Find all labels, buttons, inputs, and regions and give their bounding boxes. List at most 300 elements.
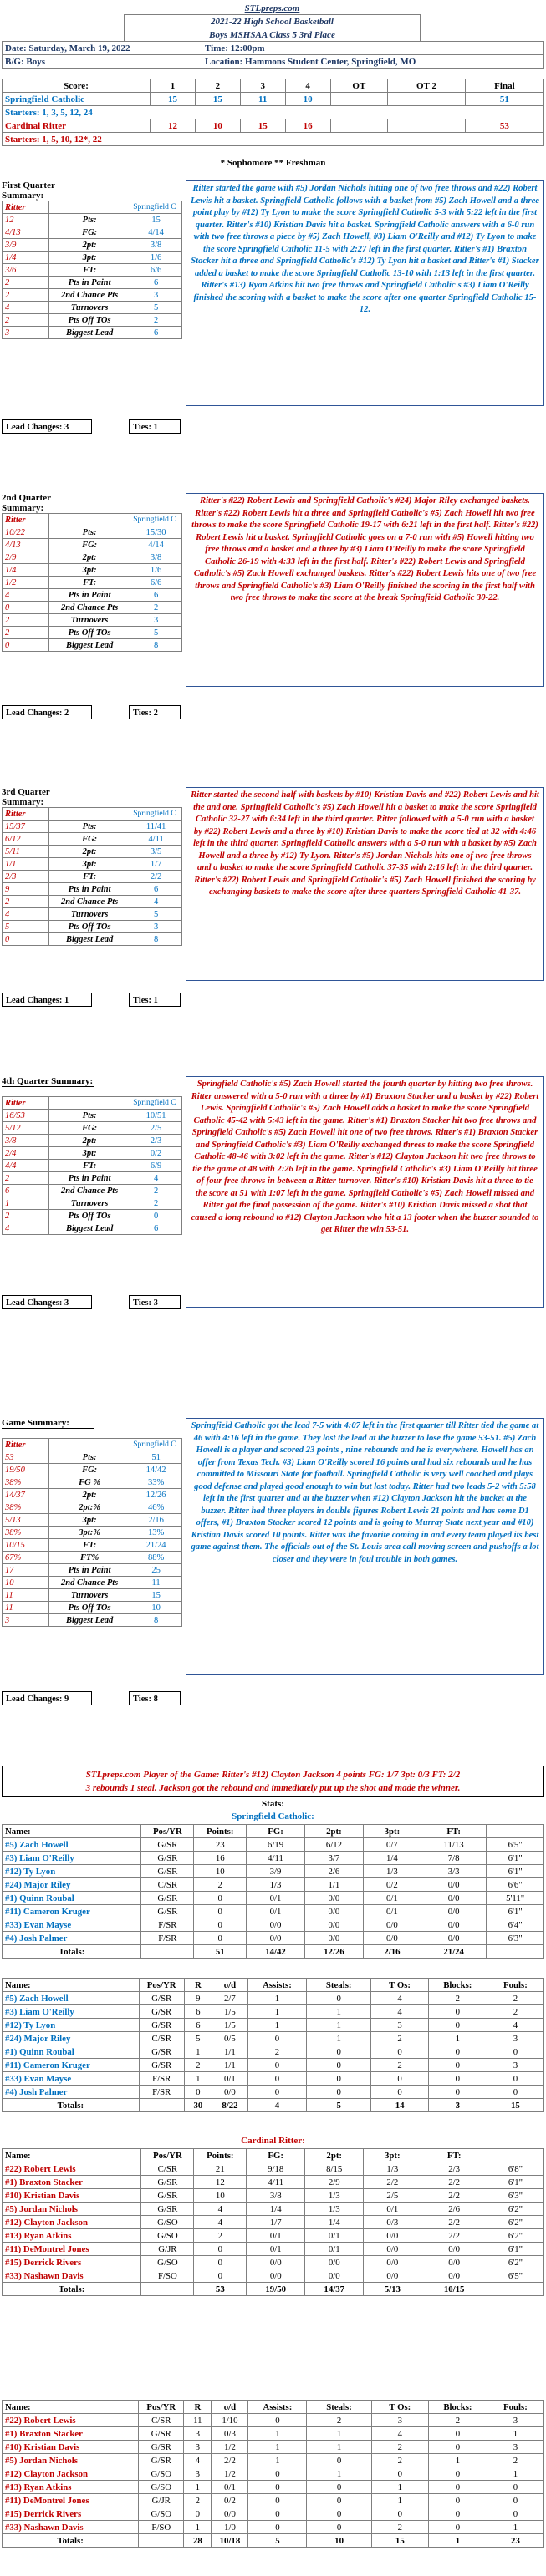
team-b-value: 11/41 bbox=[130, 821, 182, 833]
stat-cell: 3/8 bbox=[247, 2189, 305, 2203]
team-a-value: 0 bbox=[3, 639, 49, 652]
stat-label: Pts: bbox=[49, 821, 130, 833]
lead-changes: Lead Changes: 2 bbox=[2, 705, 92, 719]
stat-label: 2pt: bbox=[49, 551, 130, 564]
stat-cell: 2 bbox=[184, 2494, 212, 2507]
potg-line-1: STLpreps.com Player of the Game: Ritter's #12) Clayton Jackson 4 points FG: 1/7 3pt: 0/3 FT: 2/2 bbox=[85, 1770, 461, 1780]
team-b-value: 46% bbox=[130, 1501, 182, 1514]
column-header: 3pt: bbox=[364, 2149, 421, 2162]
stat-cell: 14 bbox=[371, 2099, 428, 2112]
stat-cell: 0 bbox=[307, 2045, 371, 2059]
stat-cell: 0 bbox=[428, 2086, 487, 2099]
team-a-value: 0 bbox=[3, 602, 49, 614]
stat-cell: 2/2 bbox=[421, 2229, 487, 2243]
stat-cell: G/SR bbox=[139, 2441, 184, 2454]
stat-cell: 6'5" bbox=[487, 1838, 544, 1852]
away-score-cell: 12 bbox=[151, 119, 196, 133]
stat-cell: 6'8" bbox=[487, 2162, 543, 2176]
ties: Ties: 3 bbox=[129, 1295, 181, 1309]
stat-cell: 0 bbox=[247, 2086, 306, 2099]
player-row bbox=[3, 2454, 544, 2467]
team-a-value: 2 bbox=[3, 277, 49, 289]
player-name: #33) Evan Mayse bbox=[3, 2072, 140, 2086]
stat-cell: 6 bbox=[184, 2005, 212, 2019]
stat-cell: 2/2 bbox=[212, 2454, 248, 2467]
stat-cell: 2 bbox=[428, 1992, 487, 2005]
team-a-value: 2 bbox=[3, 627, 49, 639]
player-row bbox=[3, 2203, 544, 2216]
stat-cell: 19/50 bbox=[247, 2283, 305, 2296]
stat-label: FT: bbox=[49, 1539, 130, 1552]
stat-cell: 0/0 bbox=[212, 2507, 248, 2521]
stat-cell: 0 bbox=[428, 2045, 487, 2059]
stat-cell: 0 bbox=[428, 2467, 487, 2481]
column-header: o/d bbox=[212, 2401, 248, 2414]
stat-cell: 6/12 bbox=[304, 1838, 363, 1852]
score-column-header: Score: bbox=[3, 79, 151, 93]
column-header: Blocks: bbox=[428, 2401, 487, 2414]
away-score-cell: 53 bbox=[465, 119, 543, 133]
team-a-value: 10/15 bbox=[3, 1539, 49, 1552]
team-b-value: 51 bbox=[130, 1451, 182, 1464]
player-of-the-game bbox=[2, 1766, 544, 1797]
stat-cell: 6'1" bbox=[487, 1905, 544, 1918]
team-a-value: 1 bbox=[3, 1197, 49, 1210]
summary-header-row bbox=[3, 808, 182, 821]
team-a-value: 19/50 bbox=[3, 1464, 49, 1476]
stat-cell: 6/19 bbox=[247, 1838, 305, 1852]
team-b-value: 13% bbox=[130, 1527, 182, 1539]
game-gender: B/G: Boys bbox=[3, 55, 202, 69]
team-a-value: 53 bbox=[3, 1451, 49, 1464]
stat-cell: G/SO bbox=[141, 2256, 194, 2269]
stat-cell: 0 bbox=[487, 2072, 543, 2086]
team-b-value: 5 bbox=[130, 302, 182, 314]
shooting-table bbox=[2, 1824, 544, 1959]
stat-cell: 0 bbox=[307, 2507, 371, 2521]
stat-cell: 2 bbox=[371, 2059, 428, 2072]
home-score-row bbox=[3, 93, 544, 106]
player-row bbox=[3, 2059, 544, 2072]
summary-stat-row bbox=[3, 933, 182, 946]
team-a-value: 1/4 bbox=[3, 564, 49, 577]
stat-cell: 0 bbox=[184, 2507, 212, 2521]
team-a-value: 2 bbox=[3, 314, 49, 327]
team-a-value: 1/4 bbox=[3, 252, 49, 264]
stat-cell: 21/24 bbox=[421, 1945, 486, 1959]
team-b-value: 33% bbox=[130, 1476, 182, 1489]
lead-changes: Lead Changes: 3 bbox=[2, 419, 92, 434]
stat-cell: 2 bbox=[487, 1992, 543, 2005]
player-name: #5) Zach Howell bbox=[3, 1838, 141, 1852]
stat-cell: 2 bbox=[371, 2032, 428, 2045]
stat-cell: 1/2 bbox=[212, 2467, 248, 2481]
column-header: Fouls: bbox=[487, 1979, 543, 1992]
stat-cell: 3 bbox=[487, 2059, 543, 2072]
team-b-value: 4/11 bbox=[130, 833, 182, 846]
column-header: Points: bbox=[194, 1825, 247, 1838]
stat-cell: 8/22 bbox=[212, 2099, 247, 2112]
team-b-value: 6/9 bbox=[130, 1160, 182, 1172]
stat-label-header bbox=[49, 1439, 130, 1451]
summary-stat-row bbox=[3, 252, 182, 264]
game-subtitle: Boys MSHSAA Class 5 3rd Place bbox=[125, 28, 421, 42]
stat-label: Pts Off TOs bbox=[49, 1210, 130, 1222]
class-legend: * Sophomore ** Freshman bbox=[220, 158, 326, 168]
column-header: R bbox=[184, 2401, 212, 2414]
team-b-value: 1/6 bbox=[130, 564, 182, 577]
stat-label-header bbox=[49, 808, 130, 821]
shooting-header-row bbox=[3, 2149, 544, 2162]
column-header: Pos/YR bbox=[141, 1825, 194, 1838]
stat-cell bbox=[487, 2283, 543, 2296]
stat-cell: 1/3 bbox=[247, 1878, 305, 1892]
shooting-table bbox=[2, 2148, 544, 2296]
player-name: #5) Zach Howell bbox=[3, 1992, 140, 2005]
team-b-value: 10 bbox=[130, 1602, 182, 1614]
team-b-value: 88% bbox=[130, 1552, 182, 1564]
stat-label: FG: bbox=[49, 226, 130, 239]
stat-label: Biggest Lead bbox=[49, 933, 130, 946]
stat-cell: 10/15 bbox=[421, 2283, 487, 2296]
team-b-value: 3/8 bbox=[130, 239, 182, 252]
stat-cell: 2 bbox=[487, 2005, 543, 2019]
player-name: #15) Derrick Rivers bbox=[3, 2507, 139, 2521]
summary-stat-row bbox=[3, 833, 182, 846]
stat-cell: 8/15 bbox=[305, 2162, 364, 2176]
home-starters: Starters: 1, 3, 5, 12, 24 bbox=[3, 106, 544, 119]
ritter-defense-stats bbox=[2, 2400, 544, 2548]
stat-cell: 0/0 bbox=[421, 2256, 487, 2269]
player-name: #24) Major Riley bbox=[3, 2032, 140, 2045]
column-header: 3pt: bbox=[363, 1825, 421, 1838]
stat-cell bbox=[139, 2099, 184, 2112]
ties: Ties: 8 bbox=[129, 1691, 181, 1705]
stat-cell: 1 bbox=[428, 2534, 487, 2548]
stat-cell: 0/0 bbox=[421, 1932, 486, 1945]
column-header: Name: bbox=[3, 2401, 139, 2414]
stat-cell: 2/7 bbox=[212, 1992, 247, 2005]
player-row bbox=[3, 2045, 544, 2059]
stats-label: Stats: bbox=[262, 1799, 284, 1809]
player-row bbox=[3, 2019, 544, 2032]
team-b-value: 3 bbox=[130, 289, 182, 302]
summary-stat-row bbox=[3, 1564, 182, 1577]
stat-cell: 3 bbox=[371, 2019, 428, 2032]
stat-cell: 3/7 bbox=[304, 1852, 363, 1865]
stat-cell: G/SR bbox=[139, 2045, 184, 2059]
defense-table bbox=[2, 1978, 544, 2112]
summary-stat-row bbox=[3, 1527, 182, 1539]
player-name: #11) DeMontrel Jones bbox=[3, 2243, 141, 2256]
stat-cell: 0 bbox=[248, 2414, 307, 2427]
stat-label: 3pt: bbox=[49, 252, 130, 264]
stat-cell: 3/9 bbox=[247, 1865, 305, 1878]
summary-stat-row bbox=[3, 1185, 182, 1197]
team-a-value: 4/13 bbox=[3, 539, 49, 551]
column-header: Pos/YR bbox=[139, 1979, 184, 1992]
team-b-value: 8 bbox=[130, 933, 182, 946]
second-quarter-summary bbox=[2, 493, 544, 722]
stat-cell: 51 bbox=[194, 1945, 247, 1959]
summary-stat-row bbox=[3, 821, 182, 833]
team-a-value: 2/4 bbox=[3, 1147, 49, 1160]
stat-cell: G/SR bbox=[141, 2189, 194, 2203]
summary-stat-row bbox=[3, 1614, 182, 1627]
column-header: T Os: bbox=[371, 2401, 428, 2414]
stat-label: FT: bbox=[49, 871, 130, 883]
team-a-value: 11 bbox=[3, 1589, 49, 1602]
player-name: #22) Robert Lewis bbox=[3, 2162, 141, 2176]
stat-cell: 0 bbox=[194, 2256, 247, 2269]
stat-cell: 6'3" bbox=[487, 2189, 543, 2203]
stat-cell: 1 bbox=[307, 2467, 371, 2481]
team-a-value: 3 bbox=[3, 1614, 49, 1627]
player-row bbox=[3, 2521, 544, 2534]
summary-narrative: Ritter started the game with #5) Jordan Nichols hitting one of two free throws and #22) Robert Lewis hit a basket. Springfield Catholic follows with a basket from #5) Zach Howell and a three point play by #12) Ty Lyon to make the score Springfield Catholic 5-3 with 5:22 left in the first quarter. Ritter's #10) Kristian Davis hit a basket. Springfield Catholic answers with a 6-0 run with two free throws a piece by #5) Zach Howell, #3) Liam O'Reilly and #12) Ty Lyon to make the score Springfield Catholic 11-5 with 2:27 left in the first quarter. Ritter's #1) Braxton Stacker hit a three and Springfield Catholic's #12) Ty Lyon hit a basket and Ritter's #1) Stacker added a basket to make the score Springfield Catholic 13-10 with 1:13 left in the first quarter. Ritter's #13) Ryan Atkins hit two free throws and Springfield Catholic's #3) Liam O'Reilly finished the scoring with a basket to make the score after one quarter Springfield Catholic 15-12. bbox=[186, 180, 544, 406]
team-b-value: 6 bbox=[130, 589, 182, 602]
stat-cell: 2 bbox=[194, 2229, 247, 2243]
stat-cell: 0 bbox=[428, 2507, 487, 2521]
stat-cell: 12 bbox=[194, 2176, 247, 2189]
potg-line-2: 3 rebounds 1 steal. Jackson got the rebound and immediately put up the shot and made the winner. bbox=[85, 1783, 461, 1793]
stat-cell: 0/0 bbox=[364, 2269, 421, 2283]
stat-cell: 15 bbox=[371, 2534, 428, 2548]
stat-cell: 0/1 bbox=[247, 1905, 305, 1918]
team-b-value: 2/5 bbox=[130, 1122, 182, 1135]
stat-cell: 0 bbox=[307, 2059, 371, 2072]
stat-cell: 0 bbox=[487, 2045, 543, 2059]
summary-stat-row bbox=[3, 551, 182, 564]
stat-cell: 1 bbox=[184, 2045, 212, 2059]
team-b-value: 15/30 bbox=[130, 526, 182, 539]
section-title: Game Summary: bbox=[2, 1418, 94, 1429]
stat-cell: 4 bbox=[247, 2099, 306, 2112]
totals-row bbox=[3, 2283, 544, 2296]
team-b-value: 2/3 bbox=[130, 1135, 182, 1147]
ritter-shooting-stats bbox=[2, 2148, 544, 2296]
stat-label: Pts in Paint bbox=[49, 277, 130, 289]
player-name: Totals: bbox=[3, 2534, 139, 2548]
stat-cell: 0 bbox=[194, 1918, 247, 1932]
summary-stat-row bbox=[3, 858, 182, 871]
team-b-value: 4 bbox=[130, 1172, 182, 1185]
summary-stat-row bbox=[3, 226, 182, 239]
stat-cell: 2/2 bbox=[421, 2176, 487, 2189]
stat-cell: 9/18 bbox=[247, 2162, 305, 2176]
stat-cell: F/SR bbox=[141, 1918, 194, 1932]
player-name: #1) Braxton Stacker bbox=[3, 2427, 139, 2441]
team-b-value: 11 bbox=[130, 1577, 182, 1589]
stat-cell: 0/1 bbox=[247, 2243, 305, 2256]
stat-cell: G/SO bbox=[141, 2216, 194, 2229]
stat-cell: 0 bbox=[428, 2019, 487, 2032]
summary-stat-row bbox=[3, 1197, 182, 1210]
summary-stat-row bbox=[3, 526, 182, 539]
stat-cell: F/SR bbox=[139, 2086, 184, 2099]
game-location: Location: Hammons Student Center, Springfield, MO bbox=[202, 55, 544, 69]
stat-cell: 6'1" bbox=[487, 2176, 543, 2189]
stat-cell: G/SR bbox=[141, 1838, 194, 1852]
stat-label: 3pt: bbox=[49, 858, 130, 871]
summary-stat-row bbox=[3, 1451, 182, 1464]
player-name: #1) Quinn Roubal bbox=[3, 2045, 140, 2059]
stat-cell: 0/0 bbox=[364, 2229, 421, 2243]
stat-cell: 1/4 bbox=[247, 2203, 305, 2216]
away-score-cell: 15 bbox=[240, 119, 285, 133]
team-a-value: 9 bbox=[3, 883, 49, 896]
column-header: Name: bbox=[3, 2149, 141, 2162]
summary-stat-row bbox=[3, 921, 182, 933]
team-a-value: 2 bbox=[3, 896, 49, 908]
column-header: 2pt: bbox=[304, 1825, 363, 1838]
column-header bbox=[487, 2149, 543, 2162]
player-name: #13) Ryan Atkins bbox=[3, 2229, 141, 2243]
team-a-value: 5/12 bbox=[3, 1122, 49, 1135]
team-b-value: 6 bbox=[130, 277, 182, 289]
player-name: #4) Josh Palmer bbox=[3, 1932, 141, 1945]
stat-label: Biggest Lead bbox=[49, 327, 130, 339]
stat-cell: 2 bbox=[307, 2414, 371, 2427]
home-score-cell bbox=[330, 93, 388, 106]
team-b-value: 14/42 bbox=[130, 1464, 182, 1476]
team-a-value: 4 bbox=[3, 1222, 49, 1235]
stat-label: Pts in Paint bbox=[49, 1564, 130, 1577]
player-name: #10) Kristian Davis bbox=[3, 2441, 139, 2454]
stat-cell bbox=[141, 2283, 194, 2296]
summary-stat-row bbox=[3, 1464, 182, 1476]
summary-stat-row bbox=[3, 1539, 182, 1552]
stat-cell: 3 bbox=[487, 2032, 543, 2045]
summary-stat-row bbox=[3, 1589, 182, 1602]
stat-cell bbox=[141, 1945, 194, 1959]
stat-cell: 4/11 bbox=[247, 1852, 305, 1865]
stat-cell: 0/0 bbox=[304, 1905, 363, 1918]
stat-cell: 9 bbox=[184, 1992, 212, 2005]
stat-cell: 1/1 bbox=[212, 2045, 247, 2059]
stat-label: Pts: bbox=[49, 526, 130, 539]
home-team-name: Springfield Catholic bbox=[3, 93, 151, 106]
summary-stat-row bbox=[3, 302, 182, 314]
stat-cell: 4 bbox=[371, 2427, 428, 2441]
team-b-value: 6 bbox=[130, 883, 182, 896]
stat-cell: G/SR bbox=[141, 1905, 194, 1918]
home-score-cell: 10 bbox=[285, 93, 330, 106]
home-score-cell bbox=[388, 93, 466, 106]
player-row bbox=[3, 2269, 544, 2283]
stat-label: Turnovers bbox=[49, 908, 130, 921]
stat-cell: 1 bbox=[307, 2441, 371, 2454]
third-quarter-summary bbox=[2, 787, 544, 1009]
stat-cell: 1 bbox=[307, 2005, 371, 2019]
summary-header-row bbox=[3, 1097, 182, 1110]
stat-label: Biggest Lead bbox=[49, 1614, 130, 1627]
summary-stat-row bbox=[3, 1122, 182, 1135]
summary-narrative: Springfield Catholic got the lead 7-5 with 4:07 left in the first quarter till Ritter tied the game at 46 with 4:16 left in the game. They lost the lead at the buzzer to lose the game 53-51. #5) Zach Howell is a player and scored 23 points , nine rebounds and he is everywhere. Howell has an offer from Texas Tech. #3) Liam O'Reilly scored 16 points and had six rebounds and he has committed to Missouri State for football. Springfield Catholic is very well coached and plays good defense and played good enough to win but lost today. Ritter had two leads 5-2 with 5:58 left in the first quarter and at the buzzer when #12) Clayton Jackson hit the bucket at the buzzer. Ritter had three players in double figures Robert Lewis 21 points and has some D1 offers, #1) Braxton Stacker scored 12 points and is going to Murray State next year and #10) Kristian Davis scored 10 points. Ritter was the favorite coming in and every team played its best game against them. The officials out of the St. Louis area call moving screen and pushoffs a lot closer and they were in foul trouble in both games. bbox=[186, 1418, 544, 1675]
team-a-value: 2 bbox=[3, 614, 49, 627]
stat-cell: 3 bbox=[184, 2441, 212, 2454]
player-row bbox=[3, 2414, 544, 2427]
player-row bbox=[3, 2176, 544, 2189]
player-name: #3) Liam O'Reilly bbox=[3, 2005, 140, 2019]
stat-cell: 2/6 bbox=[421, 2203, 487, 2216]
team-b-value: 15 bbox=[130, 1589, 182, 1602]
stat-label: 3pt:% bbox=[49, 1527, 130, 1539]
team-a-value: 12 bbox=[3, 214, 49, 226]
team-a-value: 5/13 bbox=[3, 1514, 49, 1527]
team-a-value: 2 bbox=[3, 1210, 49, 1222]
stat-cell: 0/0 bbox=[421, 1892, 486, 1905]
stat-cell: 0 bbox=[428, 2481, 487, 2494]
stat-cell: 0 bbox=[248, 2481, 307, 2494]
stat-cell: 3 bbox=[184, 2427, 212, 2441]
stat-cell: 7/8 bbox=[421, 1852, 486, 1865]
column-header: o/d bbox=[212, 1979, 247, 1992]
stat-cell: 5 bbox=[248, 2534, 307, 2548]
stat-cell: G/SR bbox=[139, 2019, 184, 2032]
stat-cell: 1/10 bbox=[212, 2414, 248, 2427]
player-row bbox=[3, 1992, 544, 2005]
stat-cell: 1 bbox=[184, 2481, 212, 2494]
stat-cell: 0 bbox=[428, 2005, 487, 2019]
summary-stats-table bbox=[2, 807, 182, 946]
stat-cell: 0 bbox=[428, 2494, 487, 2507]
team-a-value: 4/4 bbox=[3, 1160, 49, 1172]
summary-stats-table bbox=[2, 1438, 182, 1627]
stat-cell: 0 bbox=[487, 2481, 543, 2494]
stat-cell: 5 bbox=[307, 2099, 371, 2112]
section-title: First Quarter Summary: bbox=[2, 180, 94, 201]
column-header: Blocks: bbox=[428, 1979, 487, 1992]
stat-label: FT: bbox=[49, 577, 130, 589]
stat-cell: 2/6 bbox=[304, 1865, 363, 1878]
column-header: Points: bbox=[194, 2149, 247, 2162]
stat-cell: 0/2 bbox=[363, 1878, 421, 1892]
stat-cell: 0 bbox=[428, 2072, 487, 2086]
stat-cell: 0/0 bbox=[421, 1905, 486, 1918]
stat-cell: 5 bbox=[184, 2032, 212, 2045]
stat-cell: 3 bbox=[487, 2441, 543, 2454]
team-a-value: 11 bbox=[3, 1602, 49, 1614]
stat-cell: 0 bbox=[194, 1932, 247, 1945]
away-score-cell bbox=[330, 119, 388, 133]
stat-cell: 0 bbox=[248, 2507, 307, 2521]
shooting-header-row bbox=[3, 1825, 544, 1838]
team-a-value: 5 bbox=[3, 921, 49, 933]
stat-cell: 1 bbox=[307, 2427, 371, 2441]
player-row bbox=[3, 2494, 544, 2507]
stat-label: Pts: bbox=[49, 1451, 130, 1464]
stat-cell: 1/1 bbox=[304, 1878, 363, 1892]
stat-cell: 14/37 bbox=[305, 2283, 364, 2296]
team-b-value: 2 bbox=[130, 602, 182, 614]
summary-stat-row bbox=[3, 1602, 182, 1614]
team-a-value: 6/12 bbox=[3, 833, 49, 846]
team-a-header: Ritter bbox=[3, 1439, 49, 1451]
stat-cell: 0 bbox=[194, 2243, 247, 2256]
stat-cell: 6'2" bbox=[487, 2256, 543, 2269]
team-a-value: 3 bbox=[3, 327, 49, 339]
player-name: #5) Jordan Nichols bbox=[3, 2203, 141, 2216]
stat-cell: 30 bbox=[184, 2099, 212, 2112]
stat-cell: 1 bbox=[248, 2427, 307, 2441]
stat-cell: 1 bbox=[184, 2521, 212, 2534]
stat-cell: 0 bbox=[307, 2481, 371, 2494]
player-name: #11) DeMontrel Jones bbox=[3, 2494, 139, 2507]
first-quarter-summary bbox=[2, 180, 544, 436]
player-row bbox=[3, 2427, 544, 2441]
away-team-name: Cardinal Ritter bbox=[3, 119, 151, 133]
